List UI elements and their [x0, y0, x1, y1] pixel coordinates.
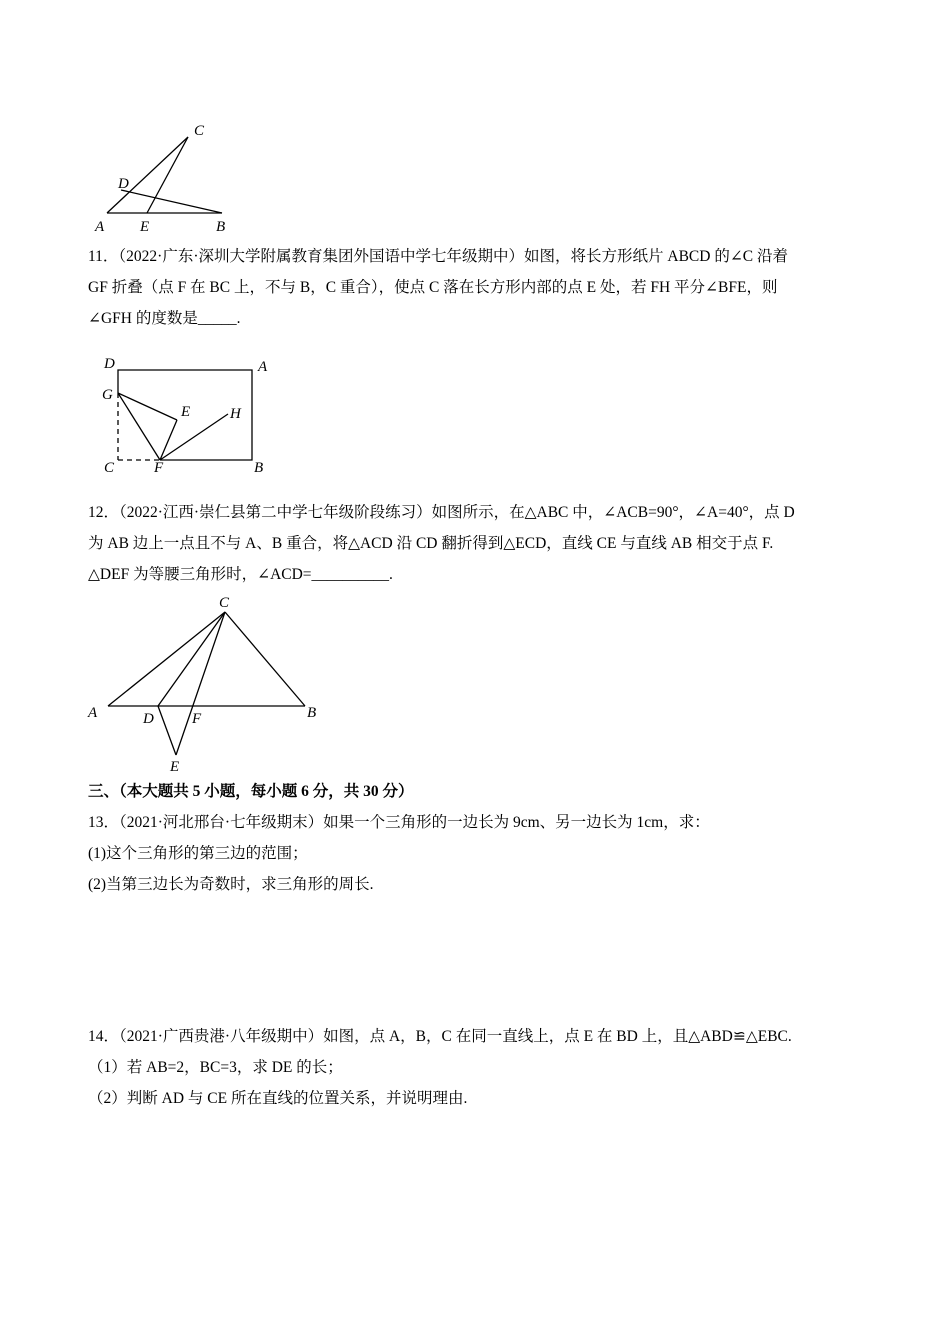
figure-q12-triangle	[87, 595, 316, 775]
q13-part-2: (2)当第三边长为奇数时，求三角形的周长.	[88, 876, 374, 893]
q12-line-3: △DEF 为等腰三角形时，∠ACD=__________.	[88, 566, 393, 583]
label-B: B	[307, 705, 317, 721]
q11-line-1: 11．（2022·广东·深圳大学附属教育集团外国语中学七年级期中）如图，将长方形纸片 ABCD 的∠C 沿着	[88, 248, 789, 265]
label-D: D	[118, 176, 129, 192]
figure-q11-rectangle	[102, 356, 268, 476]
label-B: B	[216, 219, 226, 235]
q14-part-2: （2）判断 AD 与 CE 所在直线的位置关系，并说明理由.	[88, 1090, 468, 1107]
q12-line-2: 为 AB 边上一点且不与 A、B 重合，将△ACD 沿 CD 翻折得到△ECD，直线 CE 与直线 AB 相交于点 F.	[88, 535, 774, 552]
label-C: C	[194, 123, 205, 139]
label-F: F	[154, 460, 164, 476]
label-E: E	[140, 219, 150, 235]
label-C: C	[219, 595, 230, 611]
label-A: A	[95, 219, 105, 235]
label-A: A	[88, 705, 98, 721]
label-A: A	[258, 359, 268, 375]
q14-part-1: （1）若 AB=2，BC=3，求 DE 的长；	[88, 1059, 343, 1076]
q13-part-1: (1)这个三角形的第三边的范围；	[88, 845, 308, 862]
label-B: B	[254, 460, 264, 476]
label-D: D	[104, 356, 115, 372]
q11-line-3: ∠GFH 的度数是_____.	[88, 310, 241, 327]
label-E: E	[181, 404, 191, 420]
label-E: E	[170, 759, 180, 775]
label-C: C	[104, 460, 115, 476]
q13-line-1: 13．（2021·河北邢台·七年级期末）如果一个三角形的一边长为 9cm、另一边长为 1cm，求：	[88, 814, 710, 831]
q12-line-1: 12．（2022·江西·崇仁县第二中学七年级阶段练习）如图所示，在△ABC 中，∠ACB=90°，∠A=40°，点 D	[88, 504, 795, 521]
figure-q10	[94, 123, 225, 235]
q14-line-1: 14．（2021·广西贵港·八年级期中）如图，点 A，B，C 在同一直线上，点 E 在 BD 上，且△ABD≌△EBC.	[88, 1028, 792, 1045]
label-F: F	[192, 711, 202, 727]
q11-line-2: GF 折叠（点 F 在 BC 上，不与 B，C 重合），使点 C 落在长方形内部的点 E 处，若 FH 平分∠BFE，则	[88, 279, 778, 296]
section-3-heading: 三、（本大题共 5 小题，每小题 6 分，共 30 分）	[88, 783, 414, 800]
label-G: G	[102, 387, 113, 403]
label-D: D	[143, 711, 154, 727]
label-H: H	[230, 406, 241, 422]
